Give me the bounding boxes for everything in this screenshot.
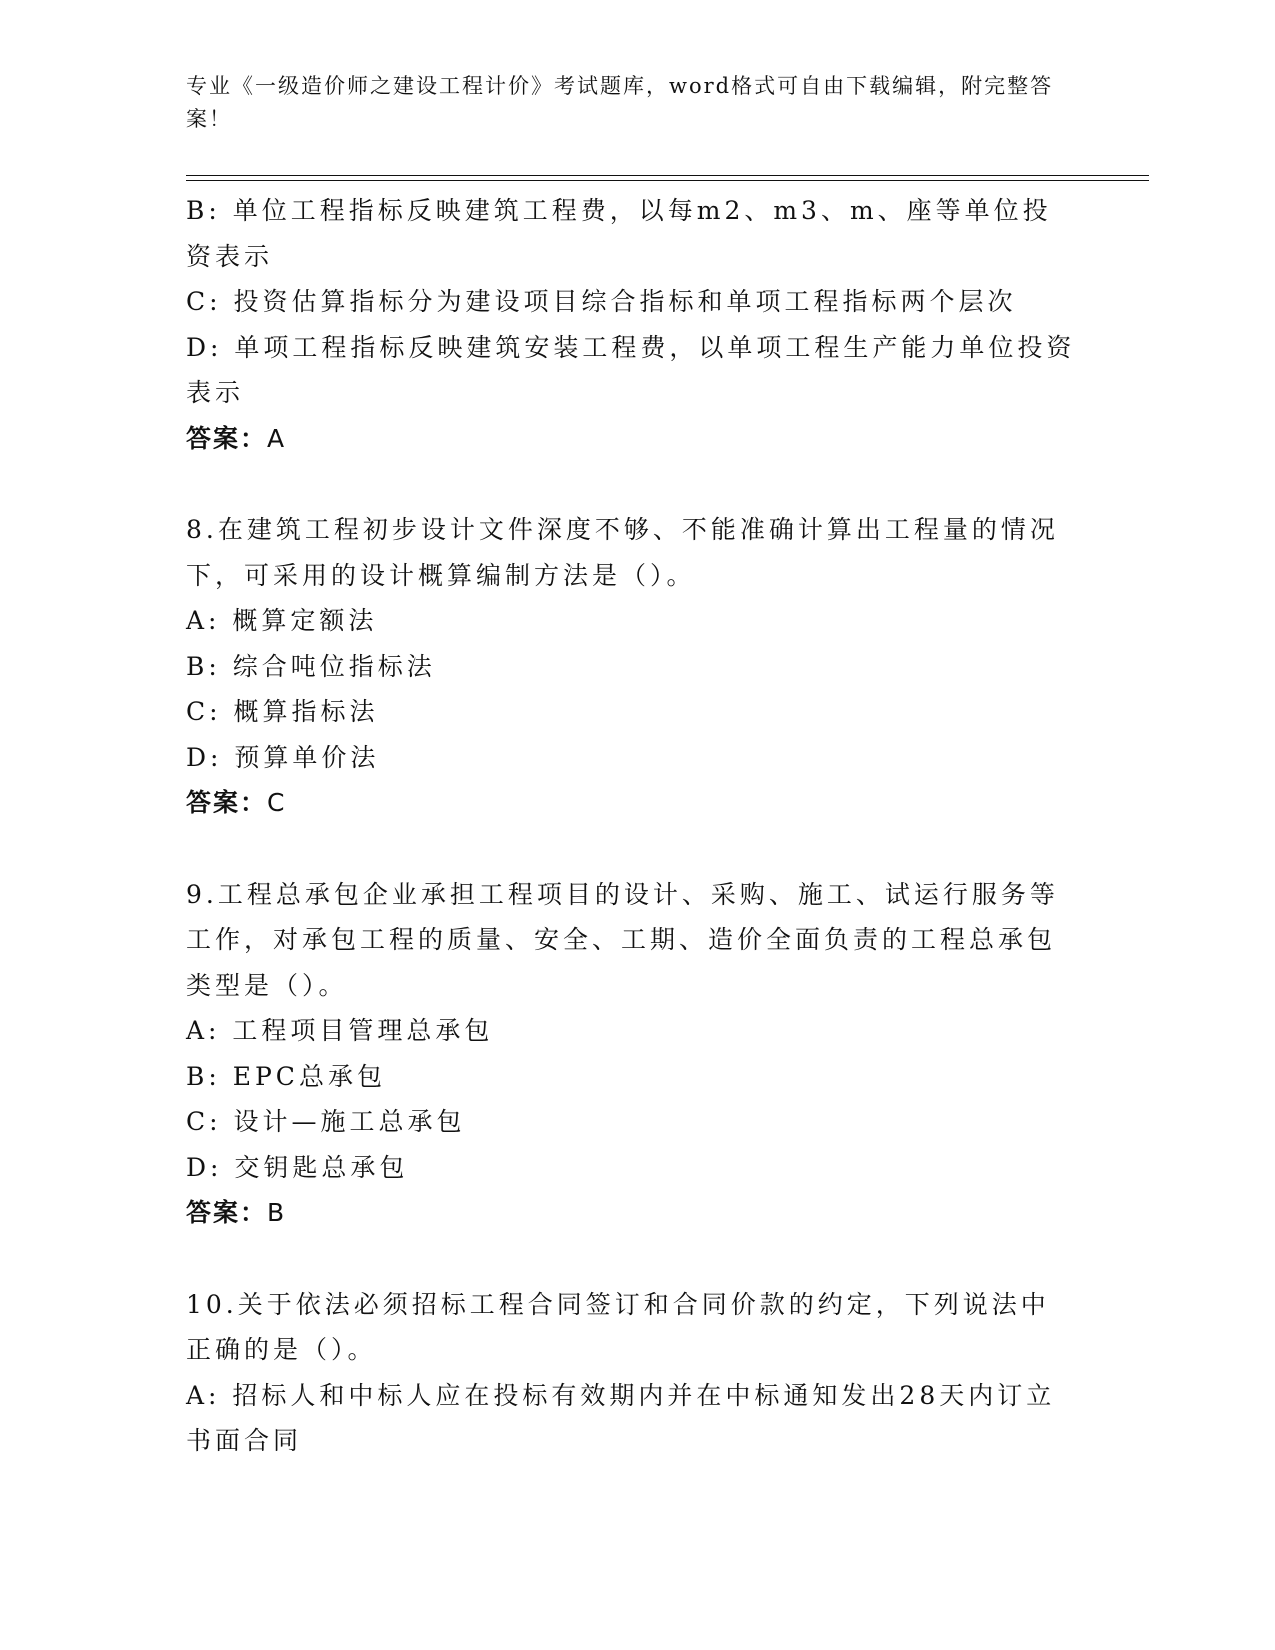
- answer-value: C: [267, 788, 287, 817]
- option-c: C: 概算指标法: [186, 697, 379, 726]
- option-a: A: 招标人和中标人应在投标有效期内并在中标通知发出28天内订立书面合同: [186, 1380, 1056, 1455]
- option-b: B: 单位工程指标反映建筑工程费，以每m2、m3、m、座等单位投资表示: [186, 196, 1052, 271]
- answer-line: [186, 780, 1076, 826]
- question-block-10: [186, 1282, 1076, 1464]
- option-d: D: 预算单价法: [186, 742, 380, 772]
- spacer: [186, 461, 1076, 507]
- option-a: A: 工程项目管理总承包: [186, 1016, 494, 1045]
- document-header: 专业《一级造价师之建设工程计价》考试题库，word格式可自由下载编辑，附完整答案！: [186, 74, 1054, 131]
- answer-label: 答案：: [186, 1198, 268, 1227]
- question-text: 9.工程总承包企业承担工程项目的设计、采购、施工、试运行服务等工作，对承包工程的质量、安全、工期、造价全面负责的工程总承包类型是（）。: [186, 879, 1059, 1000]
- answer-line: [186, 416, 1076, 462]
- option-d: D: 单项工程指标反映建筑安装工程费，以单项工程生产能力单位投资表示: [186, 332, 1076, 407]
- answer-value: A: [267, 423, 287, 453]
- option-c: C: 设计—施工总承包: [186, 1107, 466, 1136]
- header-rule-top: [186, 175, 1149, 176]
- question-block-7: [186, 188, 1076, 461]
- option-c: C: 投资估算指标分为建设项目综合指标和单项工程指标两个层次: [186, 287, 1017, 316]
- spacer: [186, 826, 1076, 872]
- question-text: 8.在建筑工程初步设计文件深度不够、不能准确计算出工程量的情况下，可采用的设计概算编制方法是（）。: [186, 515, 1059, 590]
- option-b: B: 综合吨位指标法: [186, 651, 436, 681]
- option-a: A: 概算定额法: [186, 606, 378, 635]
- header-rule-bottom: [186, 180, 1149, 181]
- question-text: 10.关于依法必须招标工程合同签订和合同价款的约定，下列说法中正确的是（）。: [186, 1289, 1050, 1364]
- answer-value: B: [267, 1198, 287, 1227]
- option-d: D: 交钥匙总承包: [186, 1152, 409, 1182]
- answer-line: [186, 1190, 1076, 1236]
- answer-label: 答案：: [186, 788, 268, 817]
- question-block-8: [186, 507, 1076, 826]
- spacer: [186, 1236, 1076, 1282]
- option-b: B: EPC总承包: [186, 1061, 386, 1091]
- answer-label: 答案：: [186, 423, 268, 453]
- question-block-9: [186, 872, 1076, 1236]
- question-list: [186, 188, 1076, 1464]
